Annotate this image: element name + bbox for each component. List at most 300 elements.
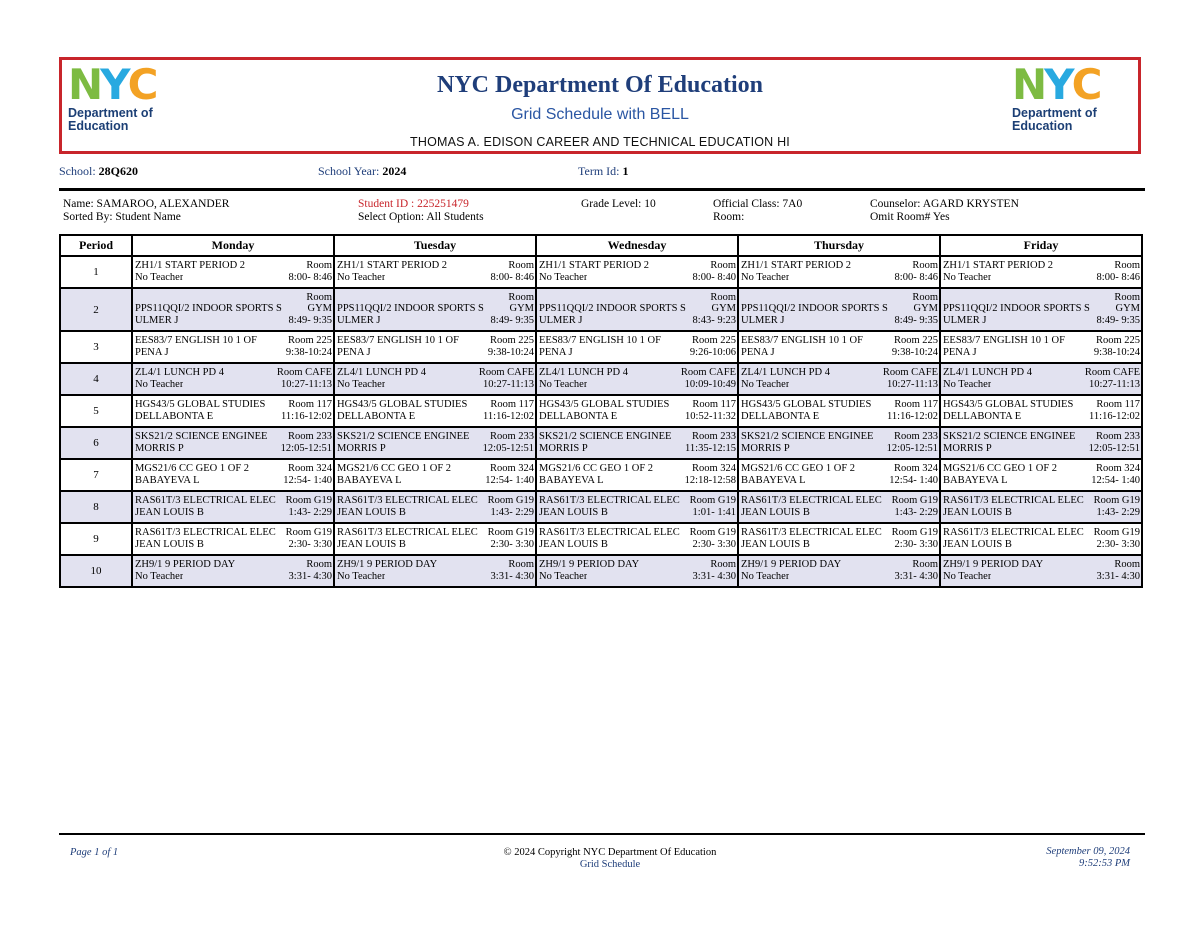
class-time: 11:16-12:02 — [281, 411, 332, 422]
grid-header-row — [60, 235, 1142, 256]
class-cell-monday — [132, 555, 334, 587]
room: Room CAFE — [680, 367, 736, 378]
course-name: RAS61T/3 ELECTRICAL ELEC — [135, 495, 276, 506]
course-name: SKS21/2 SCIENCE ENGINEE — [741, 431, 874, 442]
teacher-name: JEAN LOUIS B — [337, 539, 406, 550]
class-time: 9:38-10:24 — [1093, 347, 1140, 358]
class-time: 12:54- 1:40 — [283, 475, 332, 486]
class-cell-thursday — [738, 288, 940, 331]
class-time: 10:27-11:13 — [1089, 379, 1140, 390]
room: Room G19 — [487, 495, 534, 506]
room: Room 117 — [894, 399, 938, 410]
col-header-tuesday: Tuesday — [334, 235, 536, 256]
course-name: PPS11QQI/2 INDOOR SPORTS S — [539, 303, 686, 314]
class-cell-wednesday — [536, 459, 738, 491]
class-cell-monday — [132, 256, 334, 288]
teacher-name: No Teacher — [943, 272, 992, 283]
course-name: RAS61T/3 ELECTRICAL ELEC — [943, 527, 1084, 538]
class-time: 2:30- 3:30 — [490, 539, 534, 550]
course-name: ZL4/1 LUNCH PD 4 — [741, 367, 830, 378]
school-info — [59, 164, 138, 179]
student-name: Name: SAMAROO, ALEXANDER — [63, 198, 230, 210]
teacher-name: JEAN LOUIS B — [135, 507, 204, 518]
course-name: SKS21/2 SCIENCE ENGINEE — [943, 431, 1076, 442]
room: Room 233 — [893, 431, 938, 442]
room: Room — [508, 260, 534, 271]
class-time: 1:43- 2:29 — [1096, 507, 1140, 518]
class-cell-monday — [132, 363, 334, 395]
class-cell-wednesday — [536, 523, 738, 555]
class-cell-tuesday — [334, 523, 536, 555]
room-label: Room: — [713, 211, 745, 223]
school-year-info — [318, 164, 406, 179]
class-cell-tuesday — [334, 427, 536, 459]
class-cell-tuesday — [334, 256, 536, 288]
class-time: 12:54- 1:40 — [889, 475, 938, 486]
course-name: ZL4/1 LUNCH PD 4 — [539, 367, 628, 378]
teacher-name: No Teacher — [539, 571, 588, 582]
room: Room 324 — [1095, 463, 1140, 474]
teacher-name: No Teacher — [135, 571, 184, 582]
col-header-thursday: Thursday — [738, 235, 940, 256]
course-name: ZL4/1 LUNCH PD 4 — [135, 367, 224, 378]
teacher-name: DELLABONTA E — [741, 411, 820, 422]
course-name: ZH9/1 9 PERIOD DAY — [337, 559, 438, 570]
teacher-name: No Teacher — [135, 379, 184, 390]
class-time: 12:54- 1:40 — [485, 475, 534, 486]
col-header-friday: Friday — [940, 235, 1142, 256]
room: Room — [1114, 292, 1140, 303]
period-number: 8 — [60, 491, 132, 523]
schedule-row — [60, 459, 1142, 491]
teacher-name: PENA J — [741, 347, 775, 358]
class-cell-thursday — [738, 491, 940, 523]
course-name: PPS11QQI/2 INDOOR SPORTS S — [135, 303, 282, 314]
class-cell-tuesday — [334, 395, 536, 427]
room: Room G19 — [487, 527, 534, 538]
footer-copyright-block — [400, 847, 820, 871]
teacher-name: No Teacher — [943, 571, 992, 582]
period-number: 10 — [60, 555, 132, 587]
course-name: PPS11QQI/2 INDOOR SPORTS S — [741, 303, 888, 314]
class-time: 8:43- 9:23 — [692, 315, 736, 326]
class-cell-monday — [132, 395, 334, 427]
class-cell-wednesday — [536, 331, 738, 363]
room: Room 225 — [287, 335, 332, 346]
room: Room — [912, 559, 938, 570]
room-number: GYM — [307, 303, 332, 314]
student-id: Student ID : 225251479 — [358, 198, 469, 210]
teacher-name: BABAYEVA L — [943, 475, 1008, 486]
report-header — [59, 57, 1141, 154]
teacher-name: JEAN LOUIS B — [943, 507, 1012, 518]
course-name: HGS43/5 GLOBAL STUDIES — [943, 399, 1074, 410]
teacher-name: PENA J — [539, 347, 573, 358]
teacher-name: MORRIS P — [943, 443, 992, 454]
teacher-name: ULMER J — [539, 315, 583, 326]
course-name: ZL4/1 LUNCH PD 4 — [337, 367, 426, 378]
room-number: GYM — [509, 303, 534, 314]
room: Room 225 — [893, 335, 938, 346]
counselor-block — [870, 198, 1019, 224]
class-cell-thursday — [738, 427, 940, 459]
class-time: 10:09-10:49 — [684, 379, 736, 390]
header-divider — [59, 188, 1145, 191]
teacher-name: JEAN LOUIS B — [539, 507, 608, 518]
course-name: EES83/7 ENGLISH 10 1 OF — [135, 335, 257, 346]
teacher-name: MORRIS P — [741, 443, 790, 454]
class-cell-friday — [940, 331, 1142, 363]
teacher-name: No Teacher — [539, 379, 588, 390]
class-time: 12:05-12:51 — [886, 443, 938, 454]
course-name: EES83/7 ENGLISH 10 1 OF — [741, 335, 863, 346]
schedule-row — [60, 427, 1142, 459]
room: Room G19 — [1093, 527, 1140, 538]
room: Room 324 — [489, 463, 534, 474]
course-name: RAS61T/3 ELECTRICAL ELEC — [539, 495, 680, 506]
report-title: NYC Department Of Education — [437, 72, 763, 98]
class-time: 9:38-10:24 — [891, 347, 938, 358]
teacher-name: JEAN LOUIS B — [337, 507, 406, 518]
schedule-row — [60, 555, 1142, 587]
course-name: ZH1/1 START PERIOD 2 — [337, 260, 448, 271]
class-cell-monday — [132, 491, 334, 523]
class-cell-friday — [940, 555, 1142, 587]
room: Room — [912, 292, 938, 303]
room: Room G19 — [689, 527, 736, 538]
class-time: 9:26-10:06 — [689, 347, 736, 358]
class-time: 9:38-10:24 — [487, 347, 534, 358]
class-cell-tuesday — [334, 459, 536, 491]
class-cell-wednesday — [536, 363, 738, 395]
course-name: ZH1/1 START PERIOD 2 — [943, 260, 1054, 271]
term-label: Term Id: — [578, 164, 620, 178]
schedule-grid — [59, 234, 1143, 588]
class-time: 11:16-12:02 — [483, 411, 534, 422]
room: Room — [306, 260, 332, 271]
class-cell-monday — [132, 523, 334, 555]
period-number: 9 — [60, 523, 132, 555]
print-date: September 09, 2024 — [1046, 846, 1130, 857]
course-name: PPS11QQI/2 INDOOR SPORTS S — [943, 303, 1090, 314]
teacher-name: MORRIS P — [337, 443, 386, 454]
copyright: © 2024 Copyright NYC Department Of Education — [503, 847, 717, 858]
teacher-name: BABAYEVA L — [135, 475, 200, 486]
teacher-name: PENA J — [135, 347, 169, 358]
schedule-row — [60, 256, 1142, 288]
class-time: 12:54- 1:40 — [1091, 475, 1140, 486]
term-info — [578, 164, 628, 179]
room: Room 225 — [1095, 335, 1140, 346]
class-time: 10:52-11:32 — [685, 411, 736, 422]
class-time: 12:05-12:51 — [482, 443, 534, 454]
teacher-name: No Teacher — [337, 272, 386, 283]
room: Room G19 — [891, 495, 938, 506]
class-time: 1:43- 2:29 — [894, 507, 938, 518]
class-cell-friday — [940, 363, 1142, 395]
class-time: 10:27-11:13 — [483, 379, 534, 390]
grade-block — [581, 198, 656, 211]
room: Room 117 — [490, 399, 534, 410]
course-name: MGS21/6 CC GEO 1 OF 2 — [539, 463, 654, 474]
teacher-name: BABAYEVA L — [539, 475, 604, 486]
class-time: 12:05-12:51 — [1088, 443, 1140, 454]
course-name: ZH1/1 START PERIOD 2 — [741, 260, 852, 271]
course-name: PPS11QQI/2 INDOOR SPORTS S — [337, 303, 484, 314]
class-cell-friday — [940, 395, 1142, 427]
room: Room — [306, 292, 332, 303]
course-name: MGS21/6 CC GEO 1 OF 2 — [337, 463, 452, 474]
class-time: 3:31- 4:30 — [692, 571, 736, 582]
course-name: ZH9/1 9 PERIOD DAY — [539, 559, 640, 570]
class-cell-monday — [132, 331, 334, 363]
course-name: RAS61T/3 ELECTRICAL ELEC — [337, 527, 478, 538]
report-name: Grid Schedule — [579, 859, 641, 870]
period-number: 3 — [60, 331, 132, 363]
class-cell-wednesday — [536, 427, 738, 459]
room-number: GYM — [711, 303, 736, 314]
class-time: 3:31- 4:30 — [1096, 571, 1140, 582]
student-id-block — [358, 198, 484, 224]
room: Room 225 — [489, 335, 534, 346]
class-cell-thursday — [738, 395, 940, 427]
class-cell-monday — [132, 459, 334, 491]
class-time: 8:00- 8:46 — [894, 272, 938, 283]
room: Room — [710, 559, 736, 570]
class-time: 8:49- 9:35 — [894, 315, 938, 326]
class-time: 11:35-12:15 — [685, 443, 736, 454]
class-cell-friday — [940, 427, 1142, 459]
class-cell-tuesday — [334, 491, 536, 523]
course-name: ZH9/1 9 PERIOD DAY — [943, 559, 1044, 570]
class-cell-thursday — [738, 363, 940, 395]
class-time: 3:31- 4:30 — [288, 571, 332, 582]
room: Room 233 — [489, 431, 534, 442]
class-time: 11:16-12:02 — [887, 411, 938, 422]
room: Room CAFE — [478, 367, 534, 378]
room: Room CAFE — [276, 367, 332, 378]
teacher-name: MORRIS P — [135, 443, 184, 454]
school-name: THOMAS A. EDISON CAREER AND TECHNICAL EDUCATION HI — [410, 135, 790, 149]
teacher-name: No Teacher — [741, 272, 790, 283]
schedule-row — [60, 363, 1142, 395]
teacher-name: JEAN LOUIS B — [539, 539, 608, 550]
school-label: School: — [59, 164, 96, 178]
class-cell-thursday — [738, 523, 940, 555]
room: Room 117 — [1096, 399, 1140, 410]
room: Room 324 — [287, 463, 332, 474]
teacher-name: ULMER J — [135, 315, 179, 326]
class-cell-tuesday — [334, 555, 536, 587]
course-name: EES83/7 ENGLISH 10 1 OF — [943, 335, 1065, 346]
teacher-name: JEAN LOUIS B — [943, 539, 1012, 550]
course-name: ZH9/1 9 PERIOD DAY — [741, 559, 842, 570]
room-number: GYM — [1115, 303, 1140, 314]
course-name: ZH9/1 9 PERIOD DAY — [135, 559, 236, 570]
room: Room 117 — [692, 399, 736, 410]
class-time: 10:27-11:13 — [887, 379, 938, 390]
course-name: RAS61T/3 ELECTRICAL ELEC — [741, 495, 882, 506]
class-cell-tuesday — [334, 288, 536, 331]
class-cell-wednesday — [536, 288, 738, 331]
course-name: HGS43/5 GLOBAL STUDIES — [337, 399, 468, 410]
course-name: RAS61T/3 ELECTRICAL ELEC — [539, 527, 680, 538]
room: Room G19 — [689, 495, 736, 506]
school-year-label: School Year: — [318, 164, 380, 178]
col-header-period: Period — [60, 235, 132, 256]
class-time: 12:18-12:58 — [684, 475, 736, 486]
schedule-row — [60, 331, 1142, 363]
school-year-value: 2024 — [382, 164, 407, 178]
footer-divider — [59, 833, 1145, 835]
select-option: Select Option: All Students — [358, 211, 484, 223]
teacher-name: JEAN LOUIS B — [741, 507, 810, 518]
schedule-row — [60, 491, 1142, 523]
class-cell-tuesday — [334, 363, 536, 395]
class-time: 1:43- 2:29 — [288, 507, 332, 518]
class-time: 12:05-12:51 — [280, 443, 332, 454]
room: Room — [912, 260, 938, 271]
room: Room — [710, 260, 736, 271]
class-cell-wednesday — [536, 256, 738, 288]
teacher-name: No Teacher — [741, 571, 790, 582]
omit-room: Omit Room# Yes — [870, 211, 950, 223]
sorted-by: Sorted By: Student Name — [63, 211, 181, 223]
period-number: 7 — [60, 459, 132, 491]
teacher-name: ULMER J — [741, 315, 785, 326]
course-name: RAS61T/3 ELECTRICAL ELEC — [943, 495, 1084, 506]
period-number: 1 — [60, 256, 132, 288]
teacher-name: No Teacher — [539, 272, 588, 283]
course-name: RAS61T/3 ELECTRICAL ELEC — [741, 527, 882, 538]
course-name: ZL4/1 LUNCH PD 4 — [943, 367, 1032, 378]
class-time: 8:00- 8:46 — [288, 272, 332, 283]
teacher-name: JEAN LOUIS B — [135, 539, 204, 550]
course-name: HGS43/5 GLOBAL STUDIES — [539, 399, 670, 410]
class-cell-friday — [940, 459, 1142, 491]
class-time: 2:30- 3:30 — [288, 539, 332, 550]
room: Room G19 — [1093, 495, 1140, 506]
room: Room G19 — [891, 527, 938, 538]
class-time: 1:43- 2:29 — [490, 507, 534, 518]
teacher-name: PENA J — [337, 347, 371, 358]
course-name: EES83/7 ENGLISH 10 1 OF — [539, 335, 661, 346]
room: Room G19 — [285, 495, 332, 506]
teacher-name: No Teacher — [337, 379, 386, 390]
logo-dept-text: Department of Education — [1012, 106, 1097, 133]
course-name: RAS61T/3 ELECTRICAL ELEC — [135, 527, 276, 538]
class-cell-thursday — [738, 331, 940, 363]
room: Room 117 — [288, 399, 332, 410]
class-cell-wednesday — [536, 395, 738, 427]
course-name: SKS21/2 SCIENCE ENGINEE — [539, 431, 672, 442]
room: Room 233 — [287, 431, 332, 442]
teacher-name: ULMER J — [943, 315, 987, 326]
room: Room G19 — [285, 527, 332, 538]
logo-dept-text: Department of Education — [68, 106, 153, 133]
term-value: 1 — [622, 164, 629, 178]
class-time: 3:31- 4:30 — [490, 571, 534, 582]
teacher-name: ULMER J — [337, 315, 381, 326]
nyc-logo-mark: NYC — [68, 60, 156, 109]
class-cell-thursday — [738, 256, 940, 288]
class-cell-monday — [132, 288, 334, 331]
teacher-name: DELLABONTA E — [539, 411, 618, 422]
schedule-row — [60, 288, 1142, 331]
official-class-block — [713, 198, 802, 224]
period-number: 4 — [60, 363, 132, 395]
class-cell-friday — [940, 523, 1142, 555]
teacher-name: MORRIS P — [539, 443, 588, 454]
col-header-monday: Monday — [132, 235, 334, 256]
report-subtitle: Grid Schedule with BELL — [511, 106, 689, 123]
room: Room 233 — [691, 431, 736, 442]
class-time: 2:30- 3:30 — [692, 539, 736, 550]
class-time: 11:16-12:02 — [1089, 411, 1140, 422]
class-cell-friday — [940, 256, 1142, 288]
course-name: MGS21/6 CC GEO 1 OF 2 — [741, 463, 856, 474]
class-cell-friday — [940, 491, 1142, 523]
class-time: 10:27-11:13 — [281, 379, 332, 390]
room: Room 324 — [691, 463, 736, 474]
class-time: 1:01- 1:41 — [692, 507, 736, 518]
class-time: 8:00- 8:46 — [1096, 272, 1140, 283]
teacher-name: DELLABONTA E — [135, 411, 214, 422]
school-value: 28Q620 — [98, 164, 139, 178]
course-name: ZH1/1 START PERIOD 2 — [135, 260, 246, 271]
schedule-row — [60, 395, 1142, 427]
nyc-doe-logo-right — [1012, 60, 1132, 133]
footer-timestamp — [1046, 846, 1130, 870]
room: Room CAFE — [882, 367, 938, 378]
room: Room 225 — [691, 335, 736, 346]
print-time: 9:52:53 PM — [1078, 858, 1130, 869]
class-time: 8:49- 9:35 — [1096, 315, 1140, 326]
teacher-name: DELLABONTA E — [943, 411, 1022, 422]
grade-level: Grade Level: 10 — [581, 198, 656, 210]
course-name: EES83/7 ENGLISH 10 1 OF — [337, 335, 459, 346]
room: Room CAFE — [1084, 367, 1140, 378]
room: Room — [508, 292, 534, 303]
room: Room — [508, 559, 534, 570]
teacher-name: No Teacher — [337, 571, 386, 582]
room: Room 233 — [1095, 431, 1140, 442]
teacher-name: No Teacher — [741, 379, 790, 390]
class-cell-thursday — [738, 555, 940, 587]
course-name: HGS43/5 GLOBAL STUDIES — [741, 399, 872, 410]
room-number: GYM — [913, 303, 938, 314]
class-time: 8:49- 9:35 — [288, 315, 332, 326]
class-cell-monday — [132, 427, 334, 459]
class-cell-wednesday — [536, 491, 738, 523]
room: Room — [306, 559, 332, 570]
course-name: RAS61T/3 ELECTRICAL ELEC — [337, 495, 478, 506]
nyc-logo-mark: NYC — [1012, 60, 1100, 109]
teacher-name: BABAYEVA L — [337, 475, 402, 486]
class-time: 2:30- 3:30 — [894, 539, 938, 550]
student-name-block — [63, 198, 229, 224]
class-time: 9:38-10:24 — [285, 347, 332, 358]
page-number: Page 1 of 1 — [70, 847, 119, 858]
course-name: SKS21/2 SCIENCE ENGINEE — [337, 431, 470, 442]
room: Room — [1114, 559, 1140, 570]
counselor: Counselor: AGARD KRYSTEN — [870, 198, 1019, 210]
teacher-name: BABAYEVA L — [741, 475, 806, 486]
class-cell-thursday — [738, 459, 940, 491]
period-number: 6 — [60, 427, 132, 459]
class-time: 8:49- 9:35 — [490, 315, 534, 326]
teacher-name: DELLABONTA E — [337, 411, 416, 422]
